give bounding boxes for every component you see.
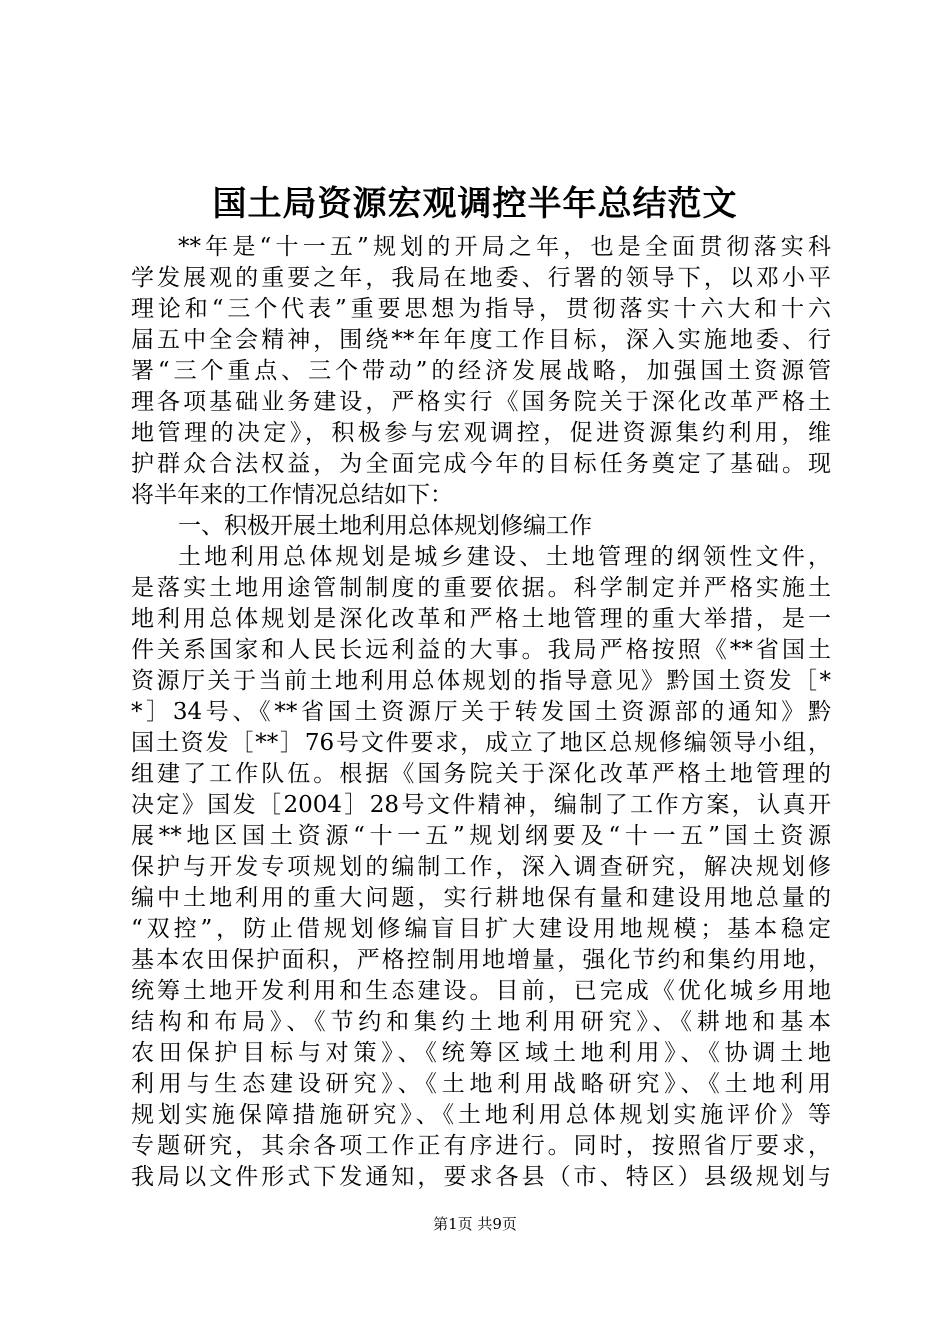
text-line: 组建了工作队伍。根据《国务院关于深化改革严格土地管理的	[131, 761, 831, 787]
text-line: 我局以文件形式下发通知，要求各县（市、特区）县级规划与	[131, 1164, 831, 1190]
text-line: “双控”，防止借规划修编盲目扩大建设用地规模；基本稳定	[131, 916, 831, 942]
text-line: 基本农田保护面积，严格控制用地增量，强化节约和集约用地，	[131, 947, 831, 973]
text-line: 资源厅关于当前土地利用总体规划的指导意见》黔国土资发［*	[131, 668, 831, 694]
text-line: 专题研究，其余各项工作正有序进行。同时，按照省厅要求，	[131, 1133, 831, 1159]
text-line: 是落实土地用途管制制度的重要依据。科学制定并严格实施土	[131, 575, 831, 601]
text-line: 地管理的决定》，积极参与宏观调控，促进资源集约利用，维	[131, 420, 831, 446]
text-line: *］34号、《**省国土资源厅关于转发国土资源部的通知》黔	[131, 699, 831, 725]
text-line: 署“三个重点、三个带动”的经济发展战略，加强国土资源管	[131, 358, 831, 384]
text-line: 护群众合法权益，为全面完成今年的目标任务奠定了基础。现	[131, 451, 831, 477]
text-line: 地利用总体规划是深化改革和严格土地管理的重大举措，是一	[131, 606, 831, 632]
text-line: 土地利用总体规划是城乡建设、土地管理的纲领性文件，	[178, 544, 831, 570]
document-title: 国土局资源宏观调控半年总结范文	[212, 184, 738, 224]
text-line: 将半年来的工作情况总结如下：	[131, 482, 453, 508]
text-line: **年是“十一五”规划的开局之年，也是全面贯彻落实科	[178, 234, 831, 260]
text-line: 统筹土地开发利用和生态建设。目前，已完成《优化城乡用地	[131, 978, 831, 1004]
text-line: 利用与生态建设研究》、《土地利用战略研究》、《土地利用	[131, 1071, 831, 1097]
paragraph	[131, 542, 831, 1193]
text-line: 理论和“三个代表”重要思想为指导，贯彻落实十六大和十六	[131, 296, 831, 322]
text-line: 农田保护目标与对策》、《统筹区域土地利用》、《协调土地	[131, 1040, 831, 1066]
paragraph	[131, 232, 831, 511]
page-footer: 第1页 共9页	[433, 1215, 517, 1233]
text-line: 展**地区国土资源“十一五”规划纲要及“十一五”国土资源	[131, 823, 831, 849]
text-line: 一、积极开展土地利用总体规划修编工作	[178, 513, 592, 539]
text-line: 国土资发［**］76号文件要求，成立了地区总规修编领导小组，	[131, 730, 831, 756]
text-line: 件关系国家和人民长远利益的大事。我局严格按照《**省国土	[131, 637, 831, 663]
section-heading	[131, 511, 831, 542]
document-body	[131, 232, 831, 1193]
text-line: 学发展观的重要之年，我局在地委、行署的领导下，以邓小平	[131, 265, 831, 291]
text-line: 决定》国发［2004］28号文件精神，编制了工作方案，认真开	[131, 792, 831, 818]
text-line: 理各项基础业务建设，严格实行《国务院关于深化改革严格土	[131, 389, 831, 415]
text-line: 届五中全会精神，围绕**年年度工作目标，深入实施地委、行	[131, 327, 831, 353]
text-line: 结构和布局》、《节约和集约土地利用研究》、《耕地和基本	[131, 1009, 831, 1035]
text-line: 保护与开发专项规划的编制工作，深入调查研究，解决规划修	[131, 854, 831, 880]
text-line: 规划实施保障措施研究》、《土地利用总体规划实施评价》等	[131, 1102, 831, 1128]
text-line: 编中土地利用的重大问题，实行耕地保有量和建设用地总量的	[131, 885, 831, 911]
